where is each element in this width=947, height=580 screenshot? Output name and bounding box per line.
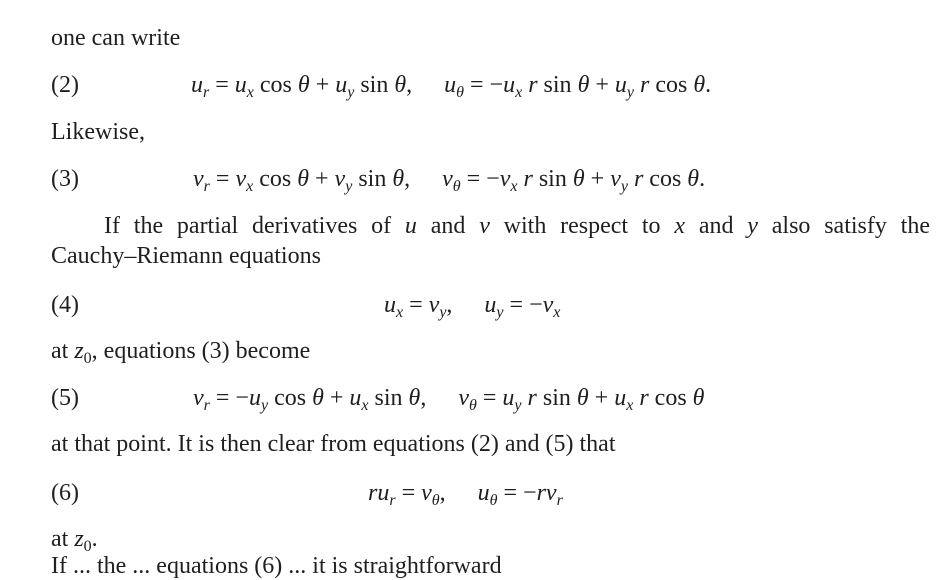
text-likewise: Likewise, [51, 119, 145, 145]
equation-4: $u_x = v_y$, $u_y = -v_x$ [384, 292, 561, 321]
equation-number-4: (4) [51, 292, 79, 318]
text-at-z0-become: at $z_0$, equations (3) become [51, 338, 311, 367]
equation-6: $ru_r = v_\theta$, $u_\theta = -rv_r$ [368, 480, 563, 509]
text-at-that-point: at that point. It is then clear from equations (2) and (5) that [51, 431, 616, 457]
equation-2: $u_r = u_x$ $\cos \theta + u_y$ sin θ, $u_\theta = -u_x$ r $\sin \theta + u_y$ r cos θ. [191, 72, 712, 101]
equation-number-2: (2) [51, 72, 79, 98]
text-at-z0-end: at $z_0$. [51, 526, 98, 555]
equation-number-3: (3) [51, 166, 79, 192]
equation-number-6: (6) [51, 480, 79, 506]
equation-3: $v_r = v_x$ $\cos \theta + v_y$ sin θ, $v_\theta = -v_x$ r $\sin \theta + v_y$ r cos θ. [193, 166, 706, 195]
paragraph-line-1: If the partial derivatives of u and v with respect to x and y also satisfy the [104, 213, 930, 239]
equation-number-5: (5) [51, 385, 79, 411]
equation-5: $v_r = -u_y$ $\cos \theta + u_x$ sin θ, $v_\theta = u_y$ r $\sin \theta + u_x$ r cos θ [193, 385, 705, 414]
cut-off-next-line: If ... the ... equations (6) ... it is straightforward [51, 553, 502, 579]
text-intro: one can write [51, 25, 181, 51]
paragraph-line-2: Cauchy–Riemann equations [51, 243, 321, 269]
